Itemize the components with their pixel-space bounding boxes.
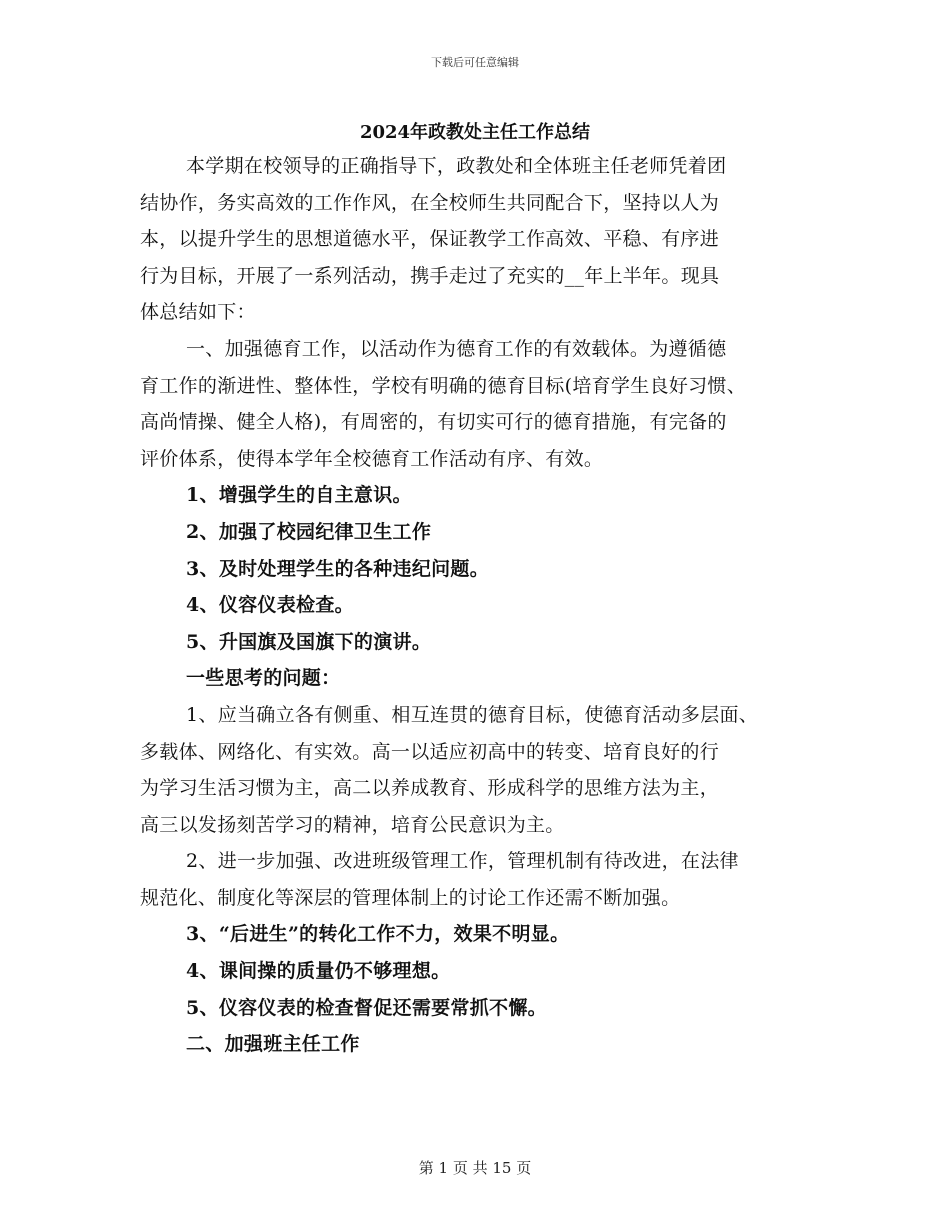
reflection-line: 1、应当确立各有侧重、相互连贯的德育目标，使德育活动多层面、 xyxy=(186,703,759,726)
document-title: 2024年政教处主任工作总结 xyxy=(359,122,591,143)
page-footer: 第 1 页 共 15 页 xyxy=(418,1159,532,1177)
measure-item: 4、仪容仪表检查。 xyxy=(186,594,354,617)
section1-line: 高尚情操、健全人格)，有周密的，有切实可行的德育措施，有完备的 xyxy=(140,411,727,434)
measure-item: 1、增强学生的自主意识。 xyxy=(186,484,412,507)
reflection-heading: 一些思考的问题： xyxy=(186,667,341,690)
measure-item: 2、加强了校园纪律卫生工作 xyxy=(186,520,432,543)
document-body xyxy=(140,148,810,1063)
measure-item: 3、及时处理学生的各种违纪问题。 xyxy=(186,557,490,580)
section1-line: 一、加强德育工作，以活动作为德育工作的有效载体。为遵循德 xyxy=(186,337,727,360)
intro-line: 结协作，务实高效的工作作风，在全校师生共同配合下，坚持以人为 xyxy=(140,191,720,214)
intro-line: 体总结如下： xyxy=(140,301,256,324)
reflection-line: 为学习生活习惯为主，高二以养成教育、形成科学的思维方法为主， xyxy=(140,777,720,800)
reflection-point: 3、“后进生”的转化工作不力，效果不明显。 xyxy=(186,923,570,946)
reflection-line: 多载体、网络化、有实效。高一以适应初高中的转变、培育良好的行 xyxy=(140,740,720,763)
intro-line: 本学期在校领导的正确指导下，政教处和全体班主任老师凭着团 xyxy=(186,155,727,177)
intro-line: 行为目标，开展了一系列活动，携手走过了充实的__年上半年。现具 xyxy=(140,264,720,287)
reflection-line: 高三以发扬刻苦学习的精神，培育公民意识为主。 xyxy=(140,813,565,836)
section1-line: 育工作的渐进性、整体性，学校有明确的德育目标(培育学生良好习惯、 xyxy=(140,374,747,397)
section1-line: 评价体系，使得本学年全校德育工作活动有序、有效。 xyxy=(140,447,604,470)
header-note: 下载后可任意编辑 xyxy=(431,56,519,69)
reflection-point: 5、仪容仪表的检查督促还需要常抓不懈。 xyxy=(186,996,547,1019)
section2-heading: 二、加强班主任工作 xyxy=(186,1033,360,1056)
reflection-line: 规范化、制度化等深层的管理体制上的讨论工作还需不断加强。 xyxy=(140,886,681,909)
measure-item: 5、升国旗及国旗下的演讲。 xyxy=(186,630,432,653)
reflection-line: 2、进一步加强、改进班级管理工作，管理机制有待改进，在法律 xyxy=(186,850,739,873)
intro-line: 本，以提升学生的思想道德水平，保证教学工作高效、平稳、有序进 xyxy=(140,228,720,251)
reflection-point: 4、课间操的质量仍不够理想。 xyxy=(186,960,451,983)
